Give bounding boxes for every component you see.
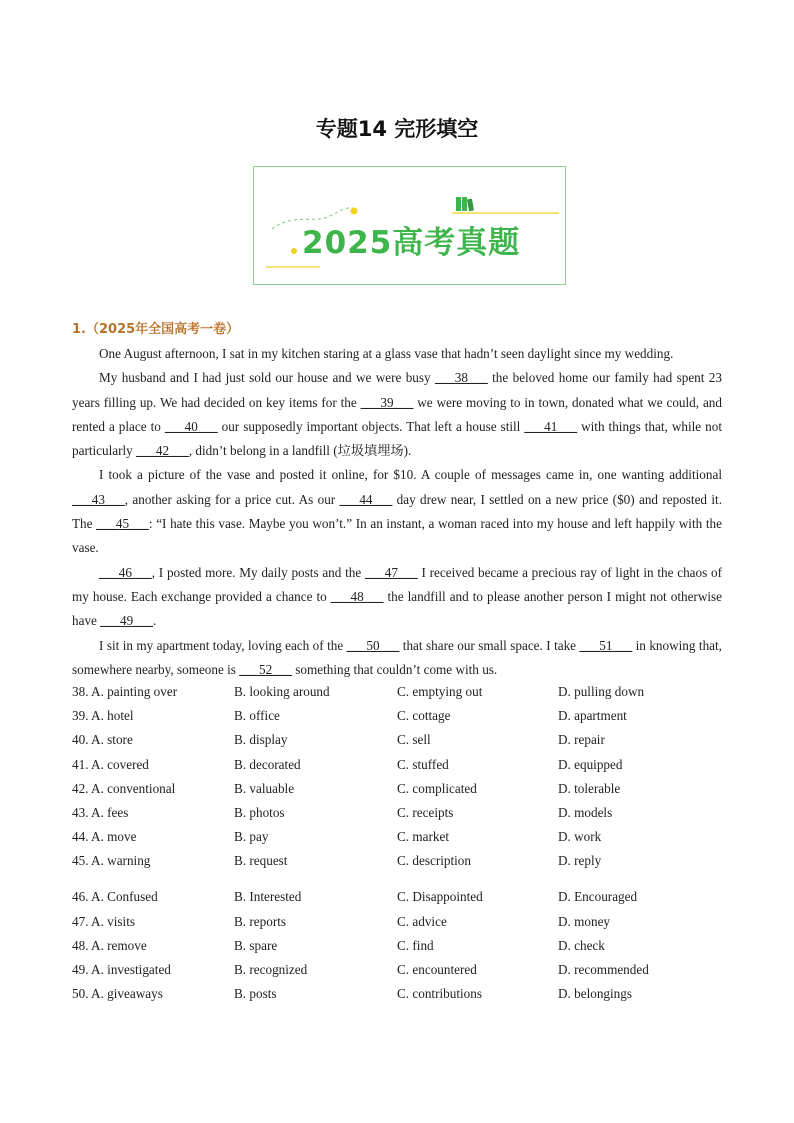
option-choice: 46. A. Confused (72, 889, 158, 905)
page-title: 专题14 完形填空 (315, 117, 479, 141)
passage-text: our supposedly important objects. That left a house still (217, 418, 525, 434)
passage-text: , I posted more. My daily posts and the (151, 564, 365, 580)
option-choice: 50. A. giveaways (72, 986, 163, 1002)
blank: ___45___ (96, 516, 149, 532)
option-choice: D. apartment (558, 708, 627, 724)
passage-text: I took a picture of the vase and posted it online, for $10. A couple of messages came in, one wanting additional (99, 467, 722, 483)
option-choice: C. contributions (397, 986, 482, 1002)
passage-text: that share our small space. I take (399, 637, 580, 653)
option-choice: B. spare (234, 937, 278, 953)
option-choice: D. tolerable (558, 780, 621, 796)
option-choice: 39. A. hotel (72, 708, 134, 724)
blank: ___40___ (164, 418, 218, 434)
blank: ___46___ (99, 564, 152, 580)
books-icon (456, 197, 474, 211)
option-choice: C. encountered (397, 961, 477, 977)
passage-text: : “I hate this vase. Maybe you won’t.” In an instant, a woman raced into my house and left happily with the vase. (72, 516, 722, 556)
option-choice: 40. A. store (72, 732, 133, 748)
option-row (72, 829, 722, 853)
passage-text: I received became a precious ray of light in the chaos of my house. Each exchange provided a chance to (72, 564, 723, 604)
option-choice: 49. A. investigated (72, 961, 171, 977)
option-choice: D. pulling down (558, 684, 645, 699)
blank: ___48___ (330, 588, 384, 604)
option-row (72, 986, 722, 1010)
option-row (72, 938, 722, 962)
option-choice: C. advice (397, 913, 447, 929)
option-row (72, 708, 722, 732)
option-choice: B. Interested (234, 889, 302, 905)
option-choice: D. belongings (558, 986, 632, 1002)
blank: ___39___ (360, 394, 414, 410)
option-choice: C. cottage (397, 708, 451, 724)
option-choice: 38. A. painting over (72, 684, 178, 699)
option-choice: B. pay (234, 829, 269, 845)
option-choice: C. description (397, 853, 471, 869)
option-choice: D. models (558, 804, 613, 820)
passage-paragraph (72, 366, 722, 463)
passage-text: something that couldn’t come with us. (291, 661, 498, 677)
blank: ___42___ (136, 443, 189, 459)
passage-text: the landfill and to please another person I might not otherwise have (72, 588, 722, 629)
option-choice: B. valuable (234, 780, 295, 796)
passage-text: . (152, 613, 157, 629)
option-choice: B. display (234, 732, 288, 748)
option-choice: B. request (234, 853, 288, 869)
passage-text: day drew near, I settled on a new price ($0) and reposted it. The (72, 491, 722, 532)
option-choice: B. posts (234, 986, 277, 1002)
blank: ___38___ (435, 370, 488, 386)
option-choice: 42. A. conventional (72, 780, 176, 796)
banner (253, 166, 566, 285)
option-choice: C. Disappointed (397, 889, 483, 905)
blank: ___50___ (346, 637, 400, 653)
options-list (72, 684, 722, 1010)
passage-text: , didn’t belong in a landfill (垃圾填埋场). (188, 443, 412, 459)
passage-text: My husband and I had just sold our house and we were busy (99, 370, 435, 386)
option-choice: C. complicated (397, 780, 477, 796)
option-choice: C. find (397, 937, 434, 953)
blank: ___52___ (239, 661, 292, 677)
option-choice: 44. A. move (72, 829, 137, 845)
option-choice: D. reply (558, 853, 602, 869)
option-choice: D. Encouraged (558, 889, 638, 905)
passage-text: , another asking for a price cut. As our (124, 491, 340, 507)
blank: ___43___ (72, 491, 125, 507)
blank: ___44___ (339, 491, 393, 507)
blank: ___51___ (579, 637, 633, 653)
option-row (72, 805, 722, 829)
option-row (72, 757, 722, 781)
option-choice: 41. A. covered (72, 756, 149, 772)
option-row (72, 914, 722, 938)
option-row (72, 962, 722, 986)
option-row (72, 732, 722, 756)
option-choice: D. equipped (558, 756, 623, 772)
passage-text: in knowing that, somewhere nearby, someone is (72, 637, 722, 677)
passage-text: One August afternoon, I sat in my kitchen staring at a glass vase that hadn’t seen daylight since my wedding. (99, 346, 674, 361)
passage-text: the beloved home our family had spent 23 years filling up. We had decided on key items for the (72, 370, 722, 410)
blank: ___49___ (100, 613, 153, 629)
passage-text: with things that, while not particularly (72, 418, 722, 459)
option-choice: D. recommended (558, 961, 649, 977)
option-choice: 43. A. fees (72, 804, 129, 820)
blank: ___47___ (365, 564, 418, 580)
option-row (72, 684, 722, 708)
option-choice: B. reports (234, 913, 287, 929)
option-row (72, 889, 722, 913)
option-choice: B. photos (234, 804, 285, 820)
option-row (72, 853, 722, 889)
banner-title: 2025高考真题 (302, 225, 521, 261)
option-row (72, 781, 722, 805)
passage-text: I sit in my apartment today, loving each of the (99, 637, 347, 653)
passage (72, 342, 722, 682)
option-choice: B. recognized (234, 961, 308, 977)
option-choice: B. office (234, 708, 280, 724)
passage-paragraph (72, 342, 722, 366)
option-choice: C. market (397, 829, 450, 845)
option-choice: C. sell (397, 732, 431, 748)
option-choice: 45. A. warning (72, 853, 151, 869)
option-choice: C. receipts (397, 804, 454, 820)
passage-paragraph (72, 634, 722, 683)
option-choice: D. repair (558, 732, 605, 748)
option-choice: D. check (558, 937, 605, 953)
passage-paragraph (72, 561, 722, 634)
passage-paragraph (72, 463, 722, 560)
option-choice: D. work (558, 829, 602, 845)
blank: ___41___ (524, 418, 578, 434)
option-choice: B. looking around (234, 684, 330, 699)
option-choice: C. emptying out (397, 684, 483, 699)
passage-text: we were moving to in town, donated what we could, and rented a place to (72, 394, 722, 434)
option-choice: 48. A. remove (72, 937, 147, 953)
option-choice: 47. A. visits (72, 913, 136, 929)
option-choice: D. money (558, 913, 611, 929)
option-choice: C. stuffed (397, 756, 449, 772)
question-heading: 1.（2025年全国高考一卷） (72, 322, 240, 337)
option-choice: B. decorated (234, 756, 301, 772)
